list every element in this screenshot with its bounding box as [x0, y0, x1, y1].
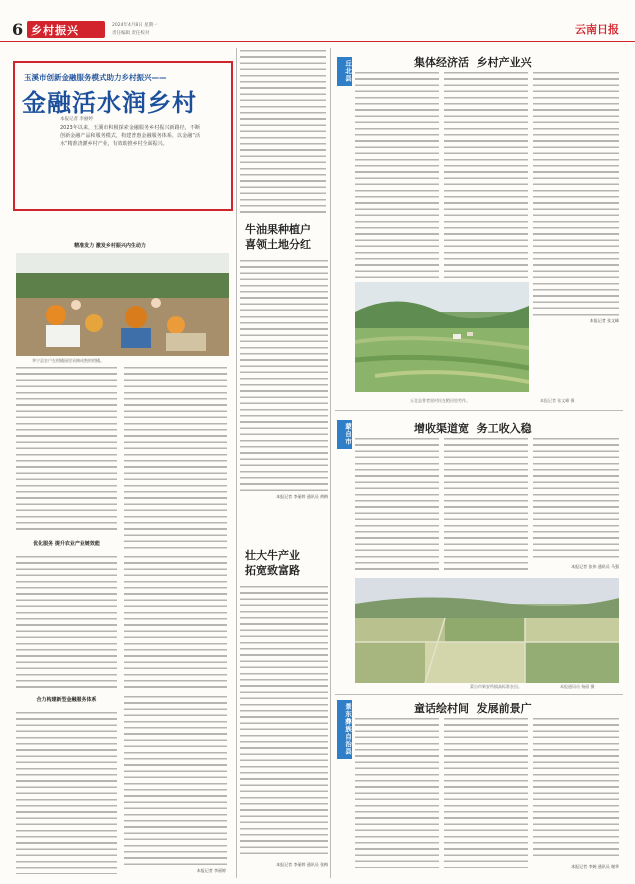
subhead-2: 优化服务 提升农业产业链效能 [33, 541, 100, 547]
lead-story-kicker: 玉溪市创新金融服务模式助力乡村振兴—— [24, 73, 167, 82]
orchard-photo-caption: 华宁县农户在柑橘园里采摘成熟的柑橘。 [32, 358, 104, 363]
section-tag-jingdong: 景东彝族自治县 [337, 700, 352, 759]
section-title: 乡村振兴 [31, 24, 79, 37]
right-story-1-text-a [355, 72, 439, 278]
right-story-3-text-b [444, 718, 528, 868]
mid-story-1-text [240, 260, 328, 492]
divider-right-1 [335, 410, 623, 411]
section-tag-mengzi: 蒙自市 [337, 420, 352, 449]
right-story-2-byline: 本报记者 张伟 通讯员 马强 [571, 564, 619, 569]
rice-field-photo-caption: 丘北县普者黑村民在稻田里劳作。 [410, 398, 470, 403]
left-col-text-c2 [124, 696, 227, 866]
section-tag-qiubei: 丘北县 [337, 57, 352, 86]
mid-story-1-byline: 本报记者 李丽婷 通讯员 黄梅 [276, 494, 328, 499]
paper-logo: 云南日报 [575, 23, 619, 36]
column-rule-2 [330, 48, 331, 878]
farmland-photo-credit: 本报通讯员 杨丽 摄 [560, 684, 595, 689]
column-rule-1 [236, 48, 237, 878]
mid-story-1-headline: 牛油果种植户 喜领土地分红 [245, 223, 311, 251]
right-story-3-byline: 本报记者 李婉 通讯员 谢华 [571, 864, 619, 869]
right-story-2-text-a [355, 438, 439, 572]
right-story-1-byline: 本报记者 张文峰 [589, 318, 619, 323]
orchard-photo [16, 253, 229, 356]
right-story-3-headline: 童话绘村间 发展前景广 [414, 702, 532, 715]
mid-story-2-text [240, 586, 328, 856]
lead-story-byline: 本报记者 李丽婷 [60, 117, 93, 122]
right-story-1-text-b [444, 72, 528, 278]
right-story-3-text-a [355, 718, 439, 868]
subhead-1: 精准发力 激发乡村振兴内生动力 [74, 243, 146, 249]
rice-field-photo [355, 282, 529, 392]
lead-story-lead: 2023年以来，玉溪市积极探索金融服务乡村振兴新路径，不断创新金融产品和服务模式，构建普惠金融服务体系，以金融“活水”精准浇灌乡村产业，有效助推乡村全面振兴。 [60, 125, 200, 147]
right-story-2-headline: 增收渠道宽 务工收入稳 [414, 422, 532, 435]
right-story-2-text-b [444, 438, 528, 572]
mid-story-2-byline: 本报记者 李丽婷 通讯员 张梅 [276, 862, 328, 867]
editor-line: 责任编辑 责任校对 [112, 31, 150, 36]
farmland-photo-caption: 蒙自市新安所镇高标准农田。 [470, 684, 522, 689]
right-story-1-headline: 集体经济活 乡村产业兴 [414, 56, 532, 69]
left-col-text-b2 [124, 556, 227, 690]
left-col-end-byline: 本报记者 李丽婷 [196, 868, 226, 873]
right-story-3-text-c [533, 718, 619, 860]
left-col-text-a1 [16, 367, 117, 532]
farmland-photo [355, 578, 619, 683]
left-col-text-b1 [16, 556, 117, 690]
right-story-1-text-c [533, 72, 619, 316]
subhead-3: 合力构建新型金融服务体系 [36, 697, 97, 703]
left-col-text-a2 [124, 367, 227, 552]
page-header [0, 0, 635, 42]
mid-story-2-headline: 壮大牛产业 拓宽致富路 [245, 549, 300, 577]
rice-field-photo-credit: 本报记者 张文峰 摄 [540, 398, 575, 403]
divider-right-2 [335, 694, 623, 695]
date-line: 2024年4月8日 星期一 [112, 23, 158, 28]
mid-col-top-text [240, 50, 326, 214]
page-number: 6 [12, 20, 24, 39]
lead-story-headline: 金融活水润乡村 [22, 88, 197, 117]
left-col-text-c1 [16, 712, 117, 874]
right-story-2-text-c [533, 438, 619, 562]
